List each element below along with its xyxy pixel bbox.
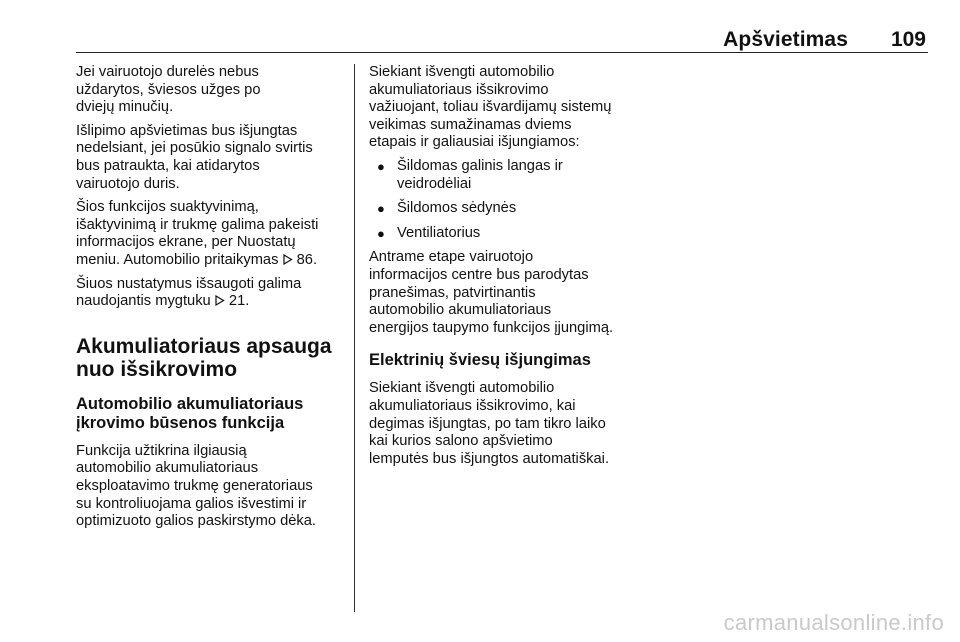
paragraph-settings-text: Šios funkcijos suaktyvinimą, išaktyvinimą ir trukmę galima pakeisti informacijos ekrane, per Nuostatų meniu. Automobilio pritaikymas bbox=[76, 199, 319, 268]
page-reference[interactable]: 86. bbox=[296, 251, 318, 268]
paragraph-lights-off: Siekiant išvengti automobilio akumuliatoriaus išsikrovimo, kai degimas išjungtas, po tam tikro laiko kai kurios salono apšvietimo lemputės bus išjungtos automatiškai. bbox=[369, 380, 610, 467]
subsection-heading-lights-off: Elektrinių šviesų išjungimas bbox=[369, 351, 591, 370]
paragraph-save-settings-text: Šiuos nustatymus išsaugoti galima naudojantis mygtuku bbox=[76, 275, 302, 310]
paragraph-discharge-prevention: Siekiant išvengti automobilio akumuliatoriaus išsikrovimo važiuojant, toliau išvardijamų sistemų veikimas sumažinamas dviems etapais ir galiausiai išjungiamos: bbox=[369, 64, 612, 151]
left-column bbox=[76, 64, 344, 537]
list-item-text: Šildomos sėdynės bbox=[397, 200, 517, 217]
bullet-dot-icon: ● bbox=[377, 201, 385, 217]
page-reference-arrow-icon bbox=[215, 295, 225, 306]
page-reference[interactable]: 21. bbox=[228, 293, 250, 310]
list-item-text: Ventiliatorius bbox=[397, 224, 481, 241]
page-reference-arrow-icon bbox=[283, 254, 293, 265]
page-number: 109 bbox=[890, 28, 926, 51]
right-column bbox=[369, 64, 641, 474]
watermark: carmanualsonline.info bbox=[723, 610, 944, 635]
bullet-dot-icon: ● bbox=[377, 225, 385, 241]
list-item bbox=[369, 225, 641, 243]
paragraph-save-settings bbox=[76, 276, 344, 311]
paragraph-door-lights: Jei vairuotojo durelės nebus uždarytos, šviesos užges po dviejų minučių. bbox=[76, 64, 261, 116]
paragraph-second-stage: Antrame etape vairuotojo informacijos centre bus parodytas pranešimas, patvirtinantis automobilio akumuliatoriaus energijos taupymo funkcijos įjungimą. bbox=[369, 249, 614, 336]
list-item-text: Šildomas galinis langas ir veidrodėliai bbox=[397, 157, 563, 192]
system-list bbox=[369, 158, 641, 242]
paragraph-exit-lighting: Išlipimo apšvietimas bus išjungtas nedelsiant, jei posūkio signalo svirtis bus patraukta, kai atidarytos vairuotojo duris. bbox=[76, 122, 313, 192]
list-item bbox=[369, 158, 641, 193]
page-title: Apšvietimas bbox=[723, 28, 848, 51]
list-item bbox=[369, 200, 641, 218]
column-divider bbox=[354, 64, 355, 612]
subsection-heading-charge-state: Automobilio akumuliatoriaus įkrovimo būsenos funkcija bbox=[76, 394, 304, 432]
paragraph-settings bbox=[76, 199, 344, 269]
paragraph-function-description: Funkcija užtikrina ilgiausią automobilio akumuliatoriaus eksploatavimo trukmę generatoriaus su kontroliuojama galios išvestimi ir optimizuoto galios paskirstymo dėka. bbox=[76, 442, 317, 530]
page-header bbox=[76, 26, 928, 53]
bullet-dot-icon: ● bbox=[377, 158, 385, 174]
section-heading-battery-protection: Akumuliatoriaus apsauga nuo išsikrovimo bbox=[76, 334, 332, 381]
